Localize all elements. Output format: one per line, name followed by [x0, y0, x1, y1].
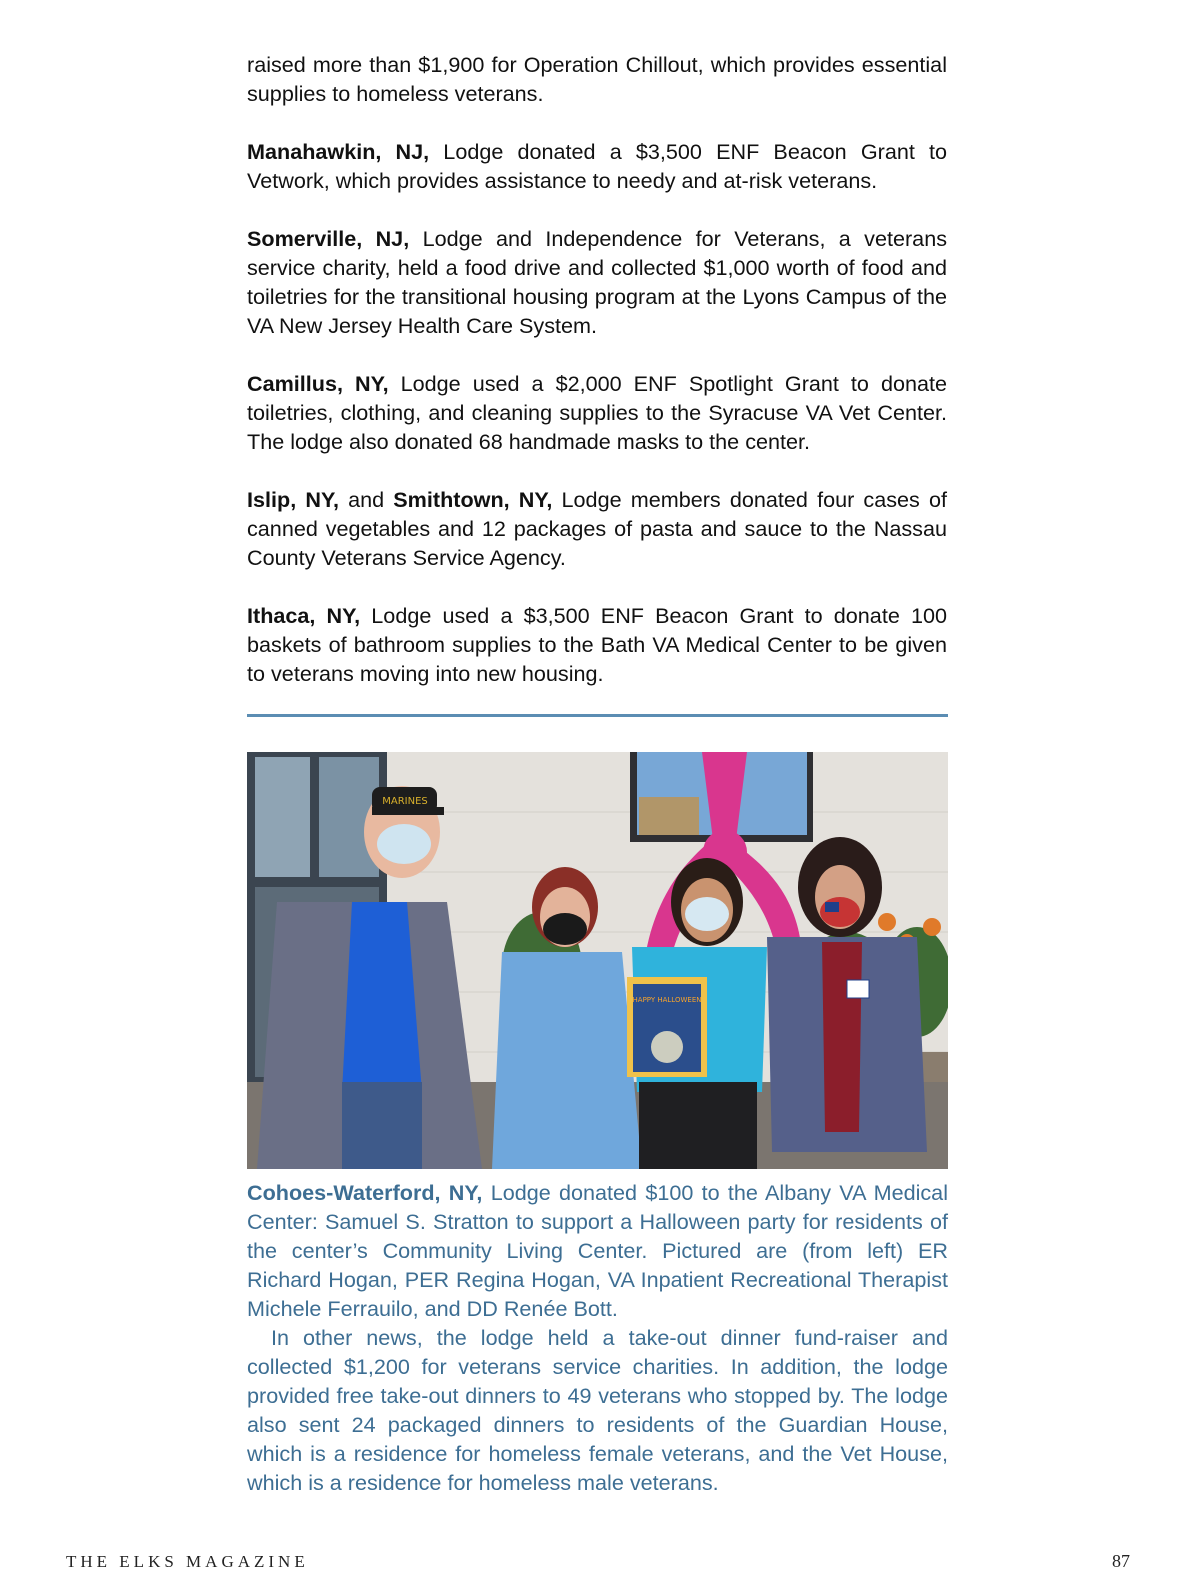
lodge-name: Smithtown, NY, — [393, 487, 553, 512]
cap-text: MARINES — [382, 796, 428, 807]
lodge-name: Somerville, NJ, — [247, 226, 410, 251]
caption-paragraph: Cohoes-Waterford, NY, Lodge donated $100 to the Albany VA Medical Center: Samuel S. Stratton to support a Halloween party for residents of the center’s Community Living Center. Pictured are (from left) ER Richard Hogan, PER Regina Hogan, VA Inpatient Recreational Therapist Michele Ferrauilo, and DD Renée Bott. — [247, 1180, 948, 1321]
section-divider — [247, 714, 948, 717]
page-number: 87 — [1112, 1551, 1130, 1571]
paragraph-operation-chillout: raised more than $1,900 for Operation Chillout, which provides essential supplies to homeless veterans. — [247, 52, 947, 106]
lodge-name: Cohoes-Waterford, NY, — [247, 1180, 483, 1205]
paragraph-somerville: Somerville, NJ, Lodge and Independence for Veterans, a veterans service charity, held a food drive and collected $1,000 worth of food and toiletries for the transitional housing program at the Lyons Campus of the VA New Jersey Health Care System. — [247, 226, 948, 338]
lodge-name: Camillus, NY, — [247, 371, 389, 396]
paragraph-islip-smithtown: Islip, NY, and Smithtown, NY, Lodge members donated four cases of canned vegetables and 12 packages of pasta and sauce to the Nassau County Veterans Service Agency. — [247, 487, 947, 570]
sign-text: HAPPY HALLOWEEN — [632, 996, 702, 1004]
group-photo — [247, 752, 948, 1169]
paragraph-manahawkin: Manahawkin, NJ, Lodge donated a $3,500 ENF Beacon Grant to Vetwork, which provides assistance to needy and at-risk veterans. — [247, 139, 947, 193]
paragraph-ithaca: Ithaca, NY, Lodge used a $3,500 ENF Beacon Grant to donate 100 baskets of bathroom supplies to the Bath VA Medical Center to be given to veterans moving into new housing. — [247, 603, 947, 686]
photo-illustration — [247, 752, 948, 1169]
lodge-name: Manahawkin, NJ, — [247, 139, 430, 164]
paragraph-camillus: Camillus, NY, Lodge used a $2,000 ENF Spotlight Grant to donate toiletries, clothing, and cleaning supplies to the Syracuse VA Vet Center. The lodge also donated 68 handmade masks to the center. — [247, 371, 947, 454]
lodge-name: Ithaca, NY, — [247, 603, 361, 628]
magazine-name: THE ELKS MAGAZINE — [66, 1552, 309, 1571]
lodge-name: Islip, NY, — [247, 487, 339, 512]
caption-paragraph-2: In other news, the lodge held a take-out dinner fund-raiser and collected $1,200 for veterans service charities. In addition, the lodge provided free take-out dinners to 49 veterans who stopped by. The lodge also sent 24 packaged dinners to residents of the Guardian House, which is a residence for homeless female veterans, and the Vet House, which is a residence for homeless male veterans. — [247, 1325, 948, 1495]
photo-caption — [247, 1178, 948, 1497]
article-column — [247, 50, 947, 717]
